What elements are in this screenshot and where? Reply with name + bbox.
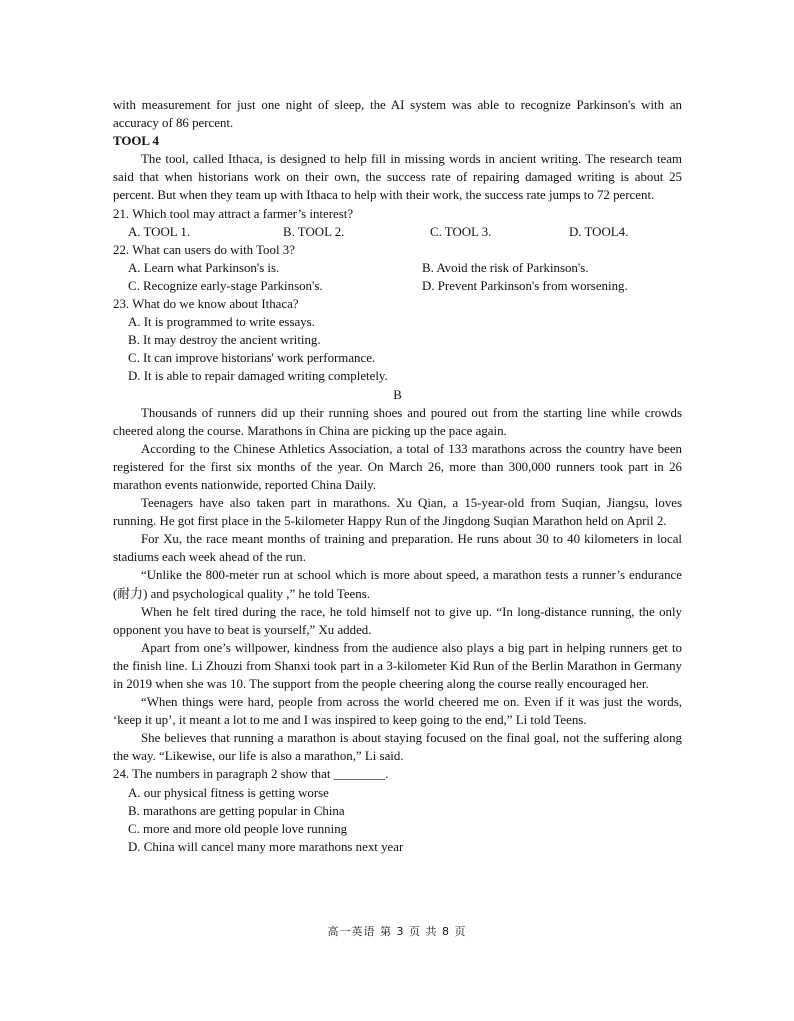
option-c: C. TOOL 3. [430, 224, 492, 239]
passage-paragraph: “When things were hard, people from across the world cheered me on. Even if it was just the words, ‘keep it up’, it meant a lot to me and I was inspired to keep going to the end,” Li told Teens. [113, 695, 682, 728]
option-d: D. China will cancel many more marathons next year [128, 839, 404, 854]
passage-paragraph: She believes that running a marathon is about staying focused on the final goal, not the suffering along the way. “Likewise, our life is also a marathon,” Li said. [113, 731, 682, 764]
question-21-stem: 21. Which tool may attract a farmer’s interest? [113, 206, 354, 221]
question-22-options-row2 [113, 277, 682, 295]
question-22-stem: 22. What can users do with Tool 3? [113, 242, 295, 257]
option-d: D. It is able to repair damaged writing completely. [128, 369, 388, 384]
passage-paragraph: For Xu, the race meant months of training and preparation. He runs about 30 to 40 kilometers in local stadiums each week ahead of the run. [113, 532, 682, 565]
option-d: D. TOOL4. [569, 224, 629, 239]
option-b: B. TOOL 2. [283, 224, 345, 239]
option-a: A. our physical fitness is getting worse [128, 785, 329, 800]
section-b-label: B [393, 387, 402, 402]
passage-paragraph: When he felt tired during the race, he told himself not to give up. “In long-distance running, the only opponent you have to beat is yourself,” Xu added. [113, 604, 682, 637]
question-23-stem: 23. What do we know about Ithaca? [113, 297, 299, 312]
page-footer: 高一英语 第 3 页 共 8 页 [327, 925, 467, 938]
question-22-options-row1 [113, 259, 682, 277]
exam-page [113, 96, 682, 856]
passage-paragraph: Apart from one’s willpower, kindness from the audience also plays a big part in helping runners get to the finish line. Li Zhouzi from Shanxi took part in a 3-kilometer Kid Run of the Berlin Marathon in Germany in 2019 when she was 10. The support from the people cheering along the course really encouraged her. [113, 640, 682, 691]
question-21-options [113, 223, 682, 241]
option-c: C. It can improve historians' work performance. [128, 351, 376, 366]
passage-paragraph: “Unlike the 800-meter run at school which is more about speed, a marathon tests a runner’s endurance (耐力) and psychological quality ,” he told Teens. [113, 568, 682, 601]
passage-paragraph: Teenagers have also taken part in marathons. Xu Qian, a 15-year-old from Suqian, Jiangsu, loves running. He got first place in the 5-kilometer Happy Run of the Jingdong Suqian Marathon held on April 2. [113, 496, 682, 529]
tool3-continuation: with measurement for just one night of sleep, the AI system was able to recognize Parkinson's with an accuracy of 86 percent. [113, 98, 682, 131]
passage-paragraph: According to the Chinese Athletics Association, a total of 133 marathons across the country have been registered for the first six months of the year. On March 26, more than 300,000 runners took part in 26 marathon events nationwide, reported China Daily. [113, 441, 682, 492]
question-24-stem: 24. The numbers in paragraph 2 show that ________. [113, 767, 389, 782]
option-c: C. more and more old people love running [128, 821, 348, 836]
tool4-paragraph: The tool, called Ithaca, is designed to help fill in missing words in ancient writing. The research team said that when historians work on their own, the success rate of repairing damaged writing is about 25 percent. But when they team up with Ithaca to help with their work, the success rate jumps to 72 percent. [113, 152, 682, 203]
tool4-heading: TOOL 4 [113, 134, 159, 149]
option-b: B. Avoid the risk of Parkinson's. [422, 260, 589, 275]
passage-paragraph: Thousands of runners did up their running shoes and poured out from the starting line while crowds cheered along the course. Marathons in China are picking up the pace again. [113, 405, 682, 438]
option-c: C. Recognize early-stage Parkinson's. [128, 278, 323, 293]
option-b: B. marathons are getting popular in China [128, 803, 345, 818]
option-d: D. Prevent Parkinson's from worsening. [422, 278, 628, 293]
option-a: A. TOOL 1. [128, 224, 191, 239]
option-a: A. It is programmed to write essays. [128, 315, 315, 330]
option-b: B. It may destroy the ancient writing. [128, 333, 321, 348]
option-a: A. Learn what Parkinson's is. [128, 260, 280, 275]
